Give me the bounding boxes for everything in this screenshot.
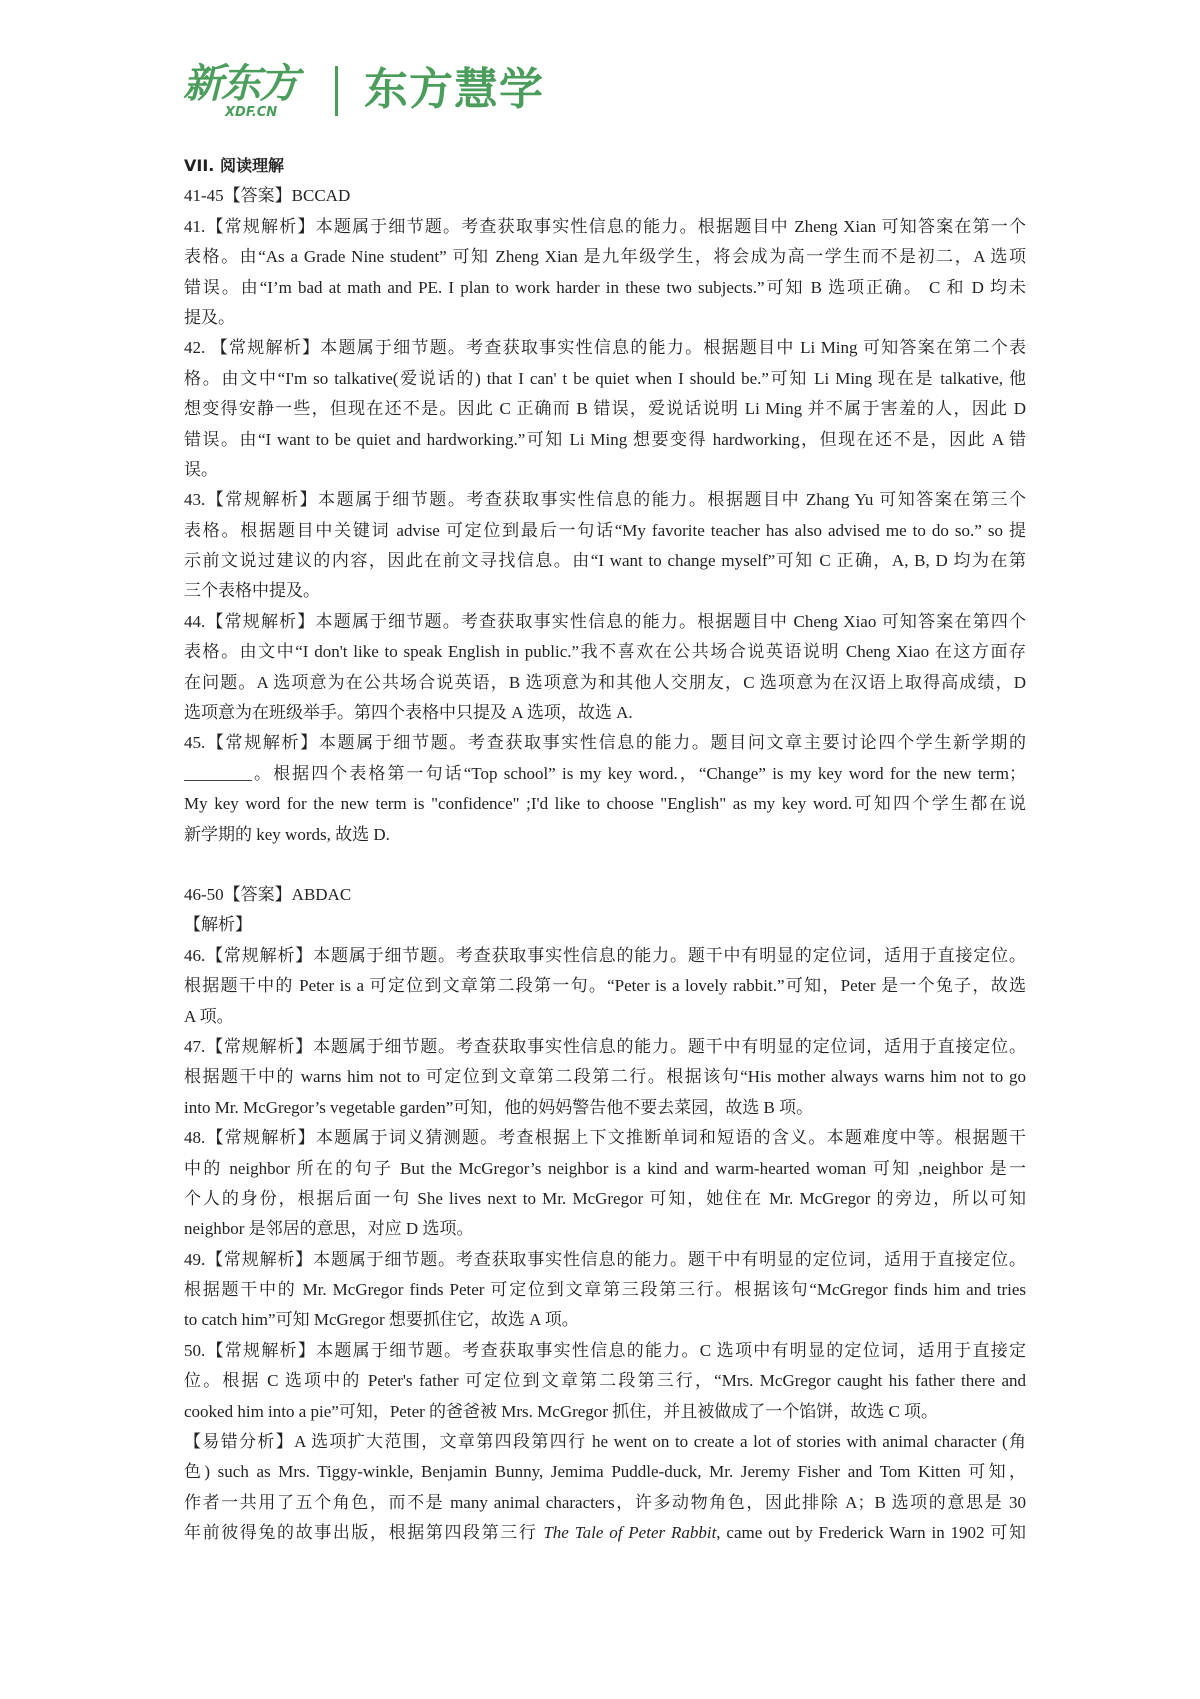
text-line: 错误。由“I’m bad at math and PE. I plan to work harder in these two subjects.”可知 B 选项正确。 C 和 D 均未 (184, 277, 1026, 297)
text-line: 49.【常规解析】本题属于细节题。考查获取事实性信息的能力。题干中有明显的定位词，适用于直接定位。 (184, 1249, 1026, 1269)
text-line: 43.【常规解析】本题属于细节题。考查获取事实性信息的能力。根据题目中 Zhang Yu 可知答案在第三个 (184, 490, 1026, 510)
logo-cn-text: 新东方 (183, 61, 297, 107)
text-line: 表格。由文中“I don't like to speak English in public.”我不喜欢在公共场合说英语说明 Cheng Xiao 在这方面存 (184, 642, 1026, 662)
text-line: cooked him into a pie”可知，Peter 的爸爸被 Mrs. McGregor 抓住，并且被做成了一个馅饼，故选 C 项。 (184, 1401, 939, 1421)
text-line: 想变得安静一些，但现在还不是。因此 C 正确而 B 错误，爱说话说明 Li Ming 并不属于害羞的人，因此 D (184, 399, 1026, 419)
logo-en-text: XDF.CN (225, 105, 278, 120)
text-line: 44.【常规解析】本题属于细节题。考查获取事实性信息的能力。根据题目中 Cheng Xiao 可知答案在第四个 (184, 611, 1026, 631)
document-body (184, 151, 1026, 1549)
text-line: 示前文说过建议的内容，因此在前文寻找信息。由“I want to change myself”可知 C 正确，A, B, D 均为在第 (184, 551, 1026, 571)
text-line: to catch him”可知 McGregor 想要抓住它，故选 A 项。 (184, 1310, 579, 1330)
text-line: 色) such as Mrs. Tiggy-winkle, Benjamin Bunny, Jemima Puddle-duck, Mr. Jeremy Fisher and Tom Kitten 可知， (184, 1462, 1026, 1482)
text-line: 表格。根据题目中关键词 advise 可定位到最后一句话“My favorite teacher has also advised me to do so.” so 提 (184, 520, 1026, 540)
text-line: 个人的身份，根据后面一句 She lives next to Mr. McGregor 可知，她住在 Mr. McGregor 的旁边，所以可知 (184, 1188, 1026, 1208)
text-line: 三个表格中提及。 (184, 581, 320, 601)
text-line: ________。根据四个表格第一句话“Top school” is my key word.，“Change” is my key word for the new term； (184, 763, 1026, 783)
text-line: 格。由文中“I'm so talkative(爱说话的) that I can' t be quiet when I should be.”可知 Li Ming 现在是 talkative, 他 (184, 368, 1026, 388)
text-line: 误。 (184, 459, 218, 479)
text-line: My key word for the new term is "confidence" ;I'd like to choose "English" as my key word.可知四个学生都在说 (184, 794, 1026, 814)
text-line: 根据题干中的 Mr. McGregor finds Peter 可定位到文章第三段第三行。根据该句“McGregor finds him and tries (184, 1280, 1026, 1300)
logo-divider (335, 66, 338, 116)
text-line: 错误。由“I want to be quiet and hardworking.”可知 Li Ming 想要变得 hardworking，但现在还不是，因此 A 错 (184, 429, 1026, 449)
text-line: 42. 【常规解析】本题属于细节题。考查获取事实性信息的能力。根据题目中 Li Ming 可知答案在第二个表 (184, 338, 1026, 358)
brand-name: 东方慧学 (364, 64, 544, 115)
text-line: 表格。由“As a Grade Nine student” 可知 Zheng Xian 是九年级学生，将会成为高一学生而不是初二，A 选项 (184, 247, 1026, 267)
text-line: 根据题干中的 Peter is a 可定位到文章第二段第一句。“Peter is a lovely rabbit.”可知，Peter 是一个兔子，故选 (184, 976, 1026, 996)
xdf-logo (183, 62, 315, 122)
text-line: 位。根据 C 选项中的 Peter's father 可定位到文章第二段第三行，“Mrs. McGregor caught his father there and (184, 1371, 1026, 1391)
text-line (184, 1518, 1026, 1548)
text-line: 在问题。A 选项意为在公共场合说英语，B 选项意为和其他人交朋友，C 选项意为在汉语上取得高成绩，D (184, 672, 1026, 692)
section-title: VII. 阅读理解 (184, 156, 284, 175)
text-line: 作者一共用了五个角色，而不是 many animal characters，许多动物角色，因此排除 A；B 选项的意思是 30 (184, 1492, 1026, 1512)
text-line: 【解析】 (184, 915, 252, 935)
text-line: 41.【常规解析】本题属于细节题。考查获取事实性信息的能力。根据题目中 Zheng Xian 可知答案在第一个 (184, 216, 1026, 236)
paragraph-gap (184, 850, 1026, 880)
text-line: 41-45【答案】BCCAD (184, 186, 351, 206)
text-line: 选项意为在班级举手。第四个表格中只提及 A 选项，故选 A. (184, 703, 633, 723)
text-line: 中的 neighbor 所在的句子 But the McGregor’s neighbor is a kind and warm-hearted woman 可知 ,neighbor 是一 (184, 1158, 1026, 1178)
text-line: A 项。 (184, 1006, 234, 1026)
text-span: 年前彼得兔的故事出版，根据第四段第三行 (184, 1523, 544, 1543)
text-span: , came out by Frederick Warn in 1902 可知 (716, 1523, 1026, 1543)
text-line: 48.【常规解析】本题属于词义猜测题。考查根据上下文推断单词和短语的含义。本题难度中等。根据题干 (184, 1128, 1026, 1148)
header (183, 62, 544, 122)
text-line: 【易错分析】A 选项扩大范围，文章第四段第四行 he went on to create a lot of stories with animal character (角 (184, 1432, 1026, 1452)
text-line: 提及。 (184, 307, 235, 327)
text-line: 根据题干中的 warns him not to 可定位到文章第二段第二行。根据该句“His mother always warns him not to go (184, 1067, 1026, 1087)
text-line: into Mr. McGregor’s vegetable garden”可知，他的妈妈警告他不要去菜园，故选 B 项。 (184, 1097, 814, 1117)
book-title: The Tale of Peter Rabbit (543, 1523, 717, 1543)
text-line: 47.【常规解析】本题属于细节题。考查获取事实性信息的能力。题干中有明显的定位词，适用于直接定位。 (184, 1036, 1026, 1056)
text-line: 46.【常规解析】本题属于细节题。考查获取事实性信息的能力。题干中有明显的定位词，适用于直接定位。 (184, 945, 1026, 965)
text-line: 46-50【答案】ABDAC (184, 884, 352, 904)
text-line: neighbor 是邻居的意思，对应 D 选项。 (184, 1219, 474, 1239)
text-line: 新学期的 key words, 故选 D. (184, 824, 390, 844)
text-line: 50.【常规解析】本题属于细节题。考查获取事实性信息的能力。C 选项中有明显的定位词，适用于直接定 (184, 1340, 1026, 1360)
text-line: 45.【常规解析】本题属于细节题。考查获取事实性信息的能力。题目问文章主要讨论四个学生新学期的 (184, 733, 1026, 753)
